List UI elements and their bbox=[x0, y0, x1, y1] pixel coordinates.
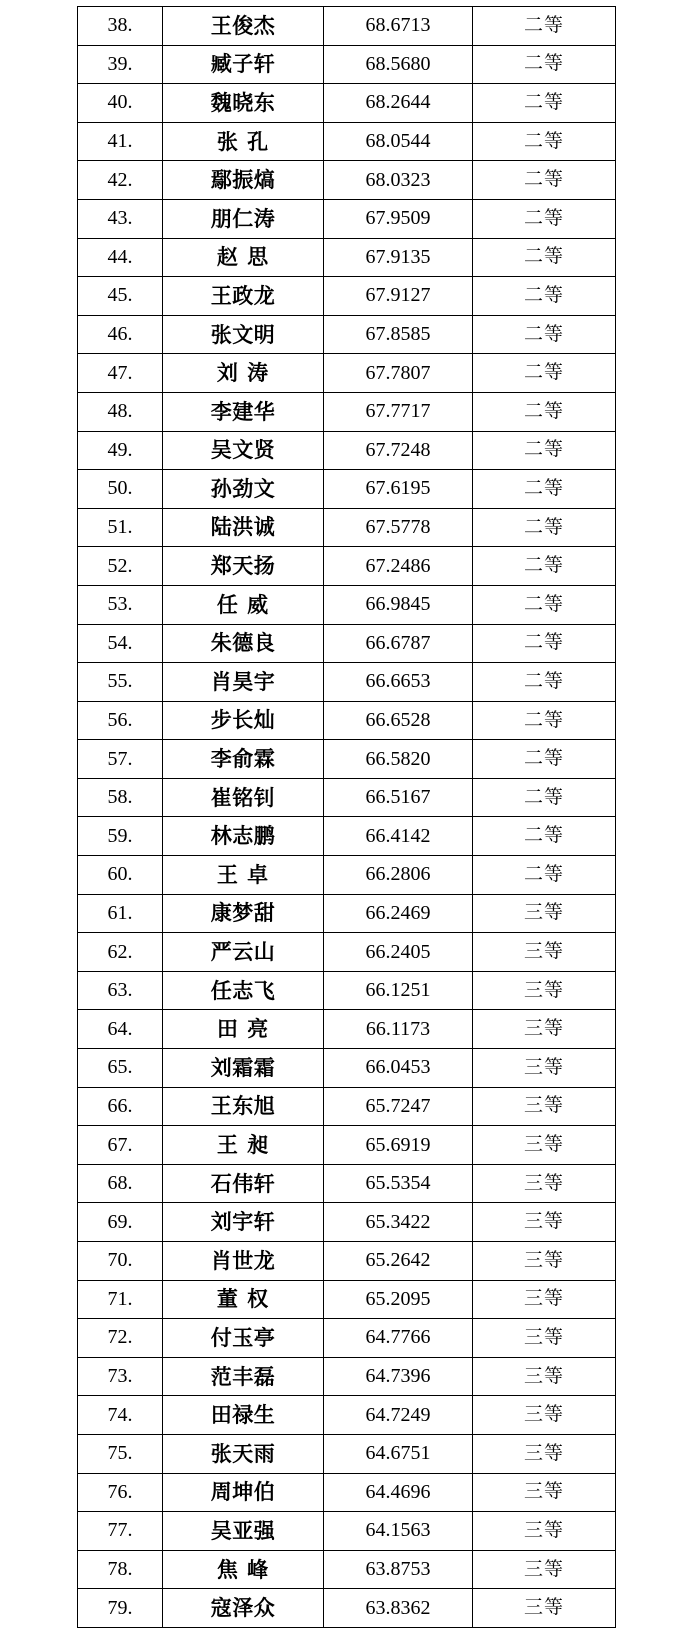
cell-rank: 69. bbox=[78, 1203, 163, 1242]
table-row bbox=[78, 354, 616, 393]
cell-rank: 39. bbox=[78, 45, 163, 84]
cell-rank: 64. bbox=[78, 1010, 163, 1049]
table-row bbox=[78, 740, 616, 779]
cell-score: 68.6713 bbox=[324, 7, 473, 46]
cell-score: 65.7247 bbox=[324, 1087, 473, 1126]
table-row bbox=[78, 1550, 616, 1589]
table-row bbox=[78, 508, 616, 547]
ranking-table bbox=[77, 6, 616, 1628]
table-row bbox=[78, 199, 616, 238]
cell-level: 二等 bbox=[473, 122, 616, 161]
table-row bbox=[78, 7, 616, 46]
cell-name: 林志鹏 bbox=[163, 817, 324, 856]
cell-level: 三等 bbox=[473, 1242, 616, 1281]
cell-level: 三等 bbox=[473, 894, 616, 933]
cell-name: 郑天扬 bbox=[163, 547, 324, 586]
cell-score: 66.2405 bbox=[324, 933, 473, 972]
table-row bbox=[78, 933, 616, 972]
cell-rank: 75. bbox=[78, 1434, 163, 1473]
cell-score: 66.6653 bbox=[324, 663, 473, 702]
table-row bbox=[78, 624, 616, 663]
cell-level: 三等 bbox=[473, 1512, 616, 1551]
table-row bbox=[78, 778, 616, 817]
ranking-table-body bbox=[78, 7, 616, 1628]
table-row bbox=[78, 894, 616, 933]
cell-level: 二等 bbox=[473, 354, 616, 393]
cell-rank: 56. bbox=[78, 701, 163, 740]
cell-level: 三等 bbox=[473, 1589, 616, 1628]
cell-level: 二等 bbox=[473, 45, 616, 84]
cell-name: 张天雨 bbox=[163, 1434, 324, 1473]
cell-score: 67.9127 bbox=[324, 277, 473, 316]
cell-score: 67.9135 bbox=[324, 238, 473, 277]
cell-score: 67.2486 bbox=[324, 547, 473, 586]
cell-rank: 62. bbox=[78, 933, 163, 972]
cell-level: 二等 bbox=[473, 701, 616, 740]
cell-score: 67.7717 bbox=[324, 392, 473, 431]
cell-score: 67.8585 bbox=[324, 315, 473, 354]
table-row bbox=[78, 971, 616, 1010]
cell-level: 三等 bbox=[473, 1550, 616, 1589]
table-row bbox=[78, 663, 616, 702]
cell-score: 64.1563 bbox=[324, 1512, 473, 1551]
cell-level: 三等 bbox=[473, 1396, 616, 1435]
cell-rank: 60. bbox=[78, 856, 163, 895]
cell-rank: 41. bbox=[78, 122, 163, 161]
cell-rank: 77. bbox=[78, 1512, 163, 1551]
cell-name: 李建华 bbox=[163, 392, 324, 431]
table-row bbox=[78, 1280, 616, 1319]
cell-score: 68.0544 bbox=[324, 122, 473, 161]
cell-rank: 54. bbox=[78, 624, 163, 663]
cell-score: 64.7249 bbox=[324, 1396, 473, 1435]
table-row bbox=[78, 84, 616, 123]
table-row bbox=[78, 856, 616, 895]
cell-name: 李俞霖 bbox=[163, 740, 324, 779]
cell-level: 三等 bbox=[473, 971, 616, 1010]
cell-name: 王 卓 bbox=[163, 856, 324, 895]
cell-rank: 58. bbox=[78, 778, 163, 817]
cell-rank: 44. bbox=[78, 238, 163, 277]
table-row bbox=[78, 1319, 616, 1358]
cell-name: 朱德良 bbox=[163, 624, 324, 663]
table-row bbox=[78, 1434, 616, 1473]
cell-score: 64.6751 bbox=[324, 1434, 473, 1473]
cell-name: 肖世龙 bbox=[163, 1242, 324, 1281]
cell-level: 三等 bbox=[473, 1087, 616, 1126]
cell-score: 67.5778 bbox=[324, 508, 473, 547]
cell-level: 二等 bbox=[473, 585, 616, 624]
cell-rank: 48. bbox=[78, 392, 163, 431]
cell-name: 田禄生 bbox=[163, 1396, 324, 1435]
cell-rank: 72. bbox=[78, 1319, 163, 1358]
cell-rank: 49. bbox=[78, 431, 163, 470]
table-row bbox=[78, 161, 616, 200]
cell-level: 三等 bbox=[473, 1473, 616, 1512]
cell-score: 68.2644 bbox=[324, 84, 473, 123]
cell-level: 二等 bbox=[473, 470, 616, 509]
cell-name: 范丰磊 bbox=[163, 1357, 324, 1396]
cell-rank: 70. bbox=[78, 1242, 163, 1281]
cell-level: 二等 bbox=[473, 508, 616, 547]
cell-level: 二等 bbox=[473, 392, 616, 431]
cell-name: 张 孔 bbox=[163, 122, 324, 161]
cell-level: 三等 bbox=[473, 1280, 616, 1319]
cell-level: 三等 bbox=[473, 1434, 616, 1473]
table-row bbox=[78, 238, 616, 277]
cell-score: 65.3422 bbox=[324, 1203, 473, 1242]
cell-level: 二等 bbox=[473, 856, 616, 895]
table-row bbox=[78, 470, 616, 509]
cell-level: 二等 bbox=[473, 7, 616, 46]
cell-score: 65.6919 bbox=[324, 1126, 473, 1165]
cell-name: 付玉亭 bbox=[163, 1319, 324, 1358]
cell-score: 66.6787 bbox=[324, 624, 473, 663]
cell-name: 石伟轩 bbox=[163, 1164, 324, 1203]
cell-level: 三等 bbox=[473, 1126, 616, 1165]
cell-rank: 74. bbox=[78, 1396, 163, 1435]
cell-name: 吴文贤 bbox=[163, 431, 324, 470]
table-row bbox=[78, 1010, 616, 1049]
cell-level: 二等 bbox=[473, 431, 616, 470]
cell-name: 寇泽众 bbox=[163, 1589, 324, 1628]
cell-rank: 45. bbox=[78, 277, 163, 316]
cell-name: 赵 思 bbox=[163, 238, 324, 277]
table-row bbox=[78, 1512, 616, 1551]
cell-score: 64.7766 bbox=[324, 1319, 473, 1358]
cell-level: 三等 bbox=[473, 933, 616, 972]
cell-rank: 46. bbox=[78, 315, 163, 354]
cell-score: 66.5167 bbox=[324, 778, 473, 817]
cell-level: 二等 bbox=[473, 740, 616, 779]
cell-name: 刘 涛 bbox=[163, 354, 324, 393]
cell-rank: 63. bbox=[78, 971, 163, 1010]
cell-rank: 50. bbox=[78, 470, 163, 509]
cell-rank: 57. bbox=[78, 740, 163, 779]
table-row bbox=[78, 315, 616, 354]
cell-rank: 52. bbox=[78, 547, 163, 586]
cell-name: 魏晓东 bbox=[163, 84, 324, 123]
cell-level: 三等 bbox=[473, 1049, 616, 1088]
cell-score: 66.6528 bbox=[324, 701, 473, 740]
cell-level: 三等 bbox=[473, 1010, 616, 1049]
cell-score: 66.0453 bbox=[324, 1049, 473, 1088]
cell-score: 67.7248 bbox=[324, 431, 473, 470]
cell-score: 68.0323 bbox=[324, 161, 473, 200]
cell-score: 66.5820 bbox=[324, 740, 473, 779]
cell-name: 刘霜霜 bbox=[163, 1049, 324, 1088]
table-row bbox=[78, 122, 616, 161]
cell-rank: 42. bbox=[78, 161, 163, 200]
cell-score: 63.8753 bbox=[324, 1550, 473, 1589]
table-row bbox=[78, 701, 616, 740]
cell-name: 张文明 bbox=[163, 315, 324, 354]
cell-rank: 71. bbox=[78, 1280, 163, 1319]
cell-name: 周坤伯 bbox=[163, 1473, 324, 1512]
cell-level: 二等 bbox=[473, 817, 616, 856]
cell-name: 王俊杰 bbox=[163, 7, 324, 46]
cell-rank: 68. bbox=[78, 1164, 163, 1203]
cell-rank: 40. bbox=[78, 84, 163, 123]
cell-level: 二等 bbox=[473, 277, 616, 316]
cell-rank: 79. bbox=[78, 1589, 163, 1628]
cell-level: 二等 bbox=[473, 624, 616, 663]
cell-name: 孙劲文 bbox=[163, 470, 324, 509]
cell-name: 王 昶 bbox=[163, 1126, 324, 1165]
cell-score: 67.7807 bbox=[324, 354, 473, 393]
table-row bbox=[78, 1396, 616, 1435]
cell-name: 王政龙 bbox=[163, 277, 324, 316]
cell-rank: 59. bbox=[78, 817, 163, 856]
cell-name: 康梦甜 bbox=[163, 894, 324, 933]
cell-level: 二等 bbox=[473, 161, 616, 200]
cell-name: 鄢振熇 bbox=[163, 161, 324, 200]
cell-score: 65.5354 bbox=[324, 1164, 473, 1203]
cell-rank: 76. bbox=[78, 1473, 163, 1512]
cell-score: 66.1173 bbox=[324, 1010, 473, 1049]
cell-rank: 78. bbox=[78, 1550, 163, 1589]
cell-score: 67.6195 bbox=[324, 470, 473, 509]
cell-score: 67.9509 bbox=[324, 199, 473, 238]
cell-name: 刘宇轩 bbox=[163, 1203, 324, 1242]
cell-rank: 66. bbox=[78, 1087, 163, 1126]
table-row bbox=[78, 1203, 616, 1242]
cell-score: 66.2469 bbox=[324, 894, 473, 933]
cell-rank: 53. bbox=[78, 585, 163, 624]
cell-level: 三等 bbox=[473, 1203, 616, 1242]
table-row bbox=[78, 392, 616, 431]
table-row bbox=[78, 585, 616, 624]
table-row bbox=[78, 1164, 616, 1203]
cell-score: 68.5680 bbox=[324, 45, 473, 84]
table-row bbox=[78, 1087, 616, 1126]
cell-score: 65.2642 bbox=[324, 1242, 473, 1281]
cell-score: 64.7396 bbox=[324, 1357, 473, 1396]
cell-name: 肖昊宇 bbox=[163, 663, 324, 702]
cell-name: 任 威 bbox=[163, 585, 324, 624]
cell-level: 二等 bbox=[473, 778, 616, 817]
table-row bbox=[78, 45, 616, 84]
cell-level: 二等 bbox=[473, 84, 616, 123]
table-row bbox=[78, 1589, 616, 1628]
cell-level: 二等 bbox=[473, 663, 616, 702]
table-row bbox=[78, 817, 616, 856]
table-row bbox=[78, 431, 616, 470]
cell-score: 66.9845 bbox=[324, 585, 473, 624]
cell-rank: 51. bbox=[78, 508, 163, 547]
cell-name: 任志飞 bbox=[163, 971, 324, 1010]
cell-rank: 73. bbox=[78, 1357, 163, 1396]
cell-level: 二等 bbox=[473, 199, 616, 238]
cell-name: 田 亮 bbox=[163, 1010, 324, 1049]
cell-score: 63.8362 bbox=[324, 1589, 473, 1628]
cell-rank: 67. bbox=[78, 1126, 163, 1165]
cell-score: 66.4142 bbox=[324, 817, 473, 856]
cell-level: 三等 bbox=[473, 1319, 616, 1358]
cell-name: 焦 峰 bbox=[163, 1550, 324, 1589]
cell-name: 吴亚强 bbox=[163, 1512, 324, 1551]
cell-rank: 55. bbox=[78, 663, 163, 702]
table-row bbox=[78, 1242, 616, 1281]
table-row bbox=[78, 1049, 616, 1088]
cell-score: 64.4696 bbox=[324, 1473, 473, 1512]
cell-rank: 47. bbox=[78, 354, 163, 393]
cell-score: 66.1251 bbox=[324, 971, 473, 1010]
cell-rank: 38. bbox=[78, 7, 163, 46]
cell-name: 董 权 bbox=[163, 1280, 324, 1319]
cell-name: 朋仁涛 bbox=[163, 199, 324, 238]
cell-name: 崔铭钊 bbox=[163, 778, 324, 817]
table-row bbox=[78, 547, 616, 586]
cell-level: 二等 bbox=[473, 315, 616, 354]
cell-name: 步长灿 bbox=[163, 701, 324, 740]
cell-rank: 43. bbox=[78, 199, 163, 238]
cell-score: 66.2806 bbox=[324, 856, 473, 895]
table-row bbox=[78, 277, 616, 316]
cell-name: 臧子轩 bbox=[163, 45, 324, 84]
cell-level: 三等 bbox=[473, 1164, 616, 1203]
cell-rank: 65. bbox=[78, 1049, 163, 1088]
cell-rank: 61. bbox=[78, 894, 163, 933]
cell-name: 严云山 bbox=[163, 933, 324, 972]
table-row bbox=[78, 1126, 616, 1165]
cell-name: 陆洪诚 bbox=[163, 508, 324, 547]
cell-name: 王东旭 bbox=[163, 1087, 324, 1126]
table-row bbox=[78, 1357, 616, 1396]
cell-level: 二等 bbox=[473, 547, 616, 586]
table-row bbox=[78, 1473, 616, 1512]
cell-level: 二等 bbox=[473, 238, 616, 277]
cell-score: 65.2095 bbox=[324, 1280, 473, 1319]
cell-level: 三等 bbox=[473, 1357, 616, 1396]
